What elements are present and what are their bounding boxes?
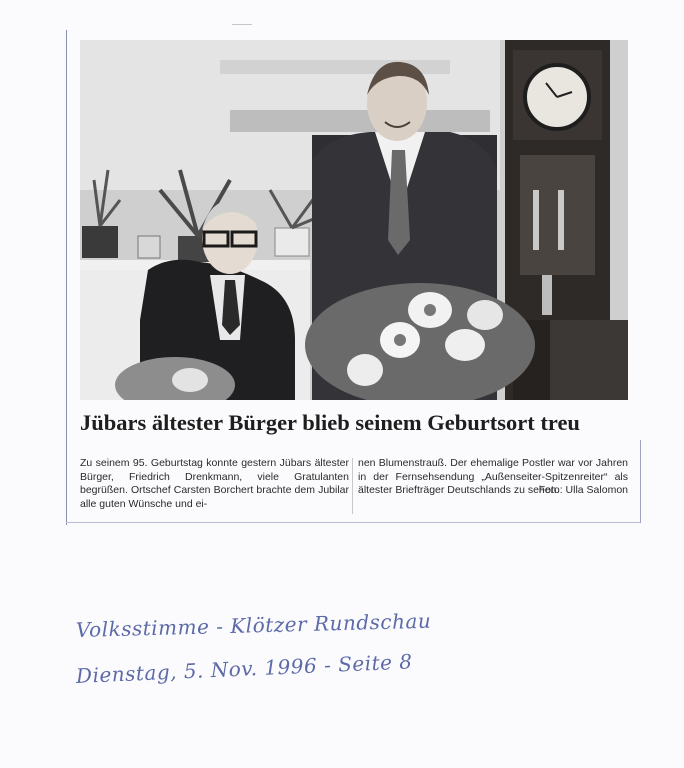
- clipping-border-bottom: [66, 522, 641, 523]
- article-headline: Jübars ältester Bürger blieb seinem Geburtsort treu: [80, 410, 580, 435]
- column-divider: [352, 458, 353, 514]
- handwritten-source-line: Volksstimme - Klötzer Rundschau: [75, 608, 432, 642]
- clipping-border-left: [66, 30, 67, 525]
- article-photo: [80, 40, 628, 400]
- photo-credit: Foto: Ulla Salomon: [538, 484, 628, 496]
- article-column-right: [358, 457, 628, 498]
- article-column-left: Zu seinem 95. Geburtstag konnte gestern Jübars ältester Bürger, Friedrich Drenkmann, viele Gratulanten begrüßen. Ortschef Carsten Borchert brachte dem Jubilar alle guten Wünsche und ei-: [80, 457, 349, 510]
- clipping-border-right: [640, 440, 641, 523]
- clipping-edge-mark: [232, 24, 252, 25]
- handwritten-date-line: Dienstag, 5. Nov. 1996 - Seite 8: [75, 649, 413, 688]
- article-column-right-text: nen Blumenstrauß. Der ehemalige Postler war vor Jahren in der Fernsehsendung „Außenseiter-Spitzenreiter“ als ältester Briefträger Deutschlands zu sehen.: [358, 457, 628, 496]
